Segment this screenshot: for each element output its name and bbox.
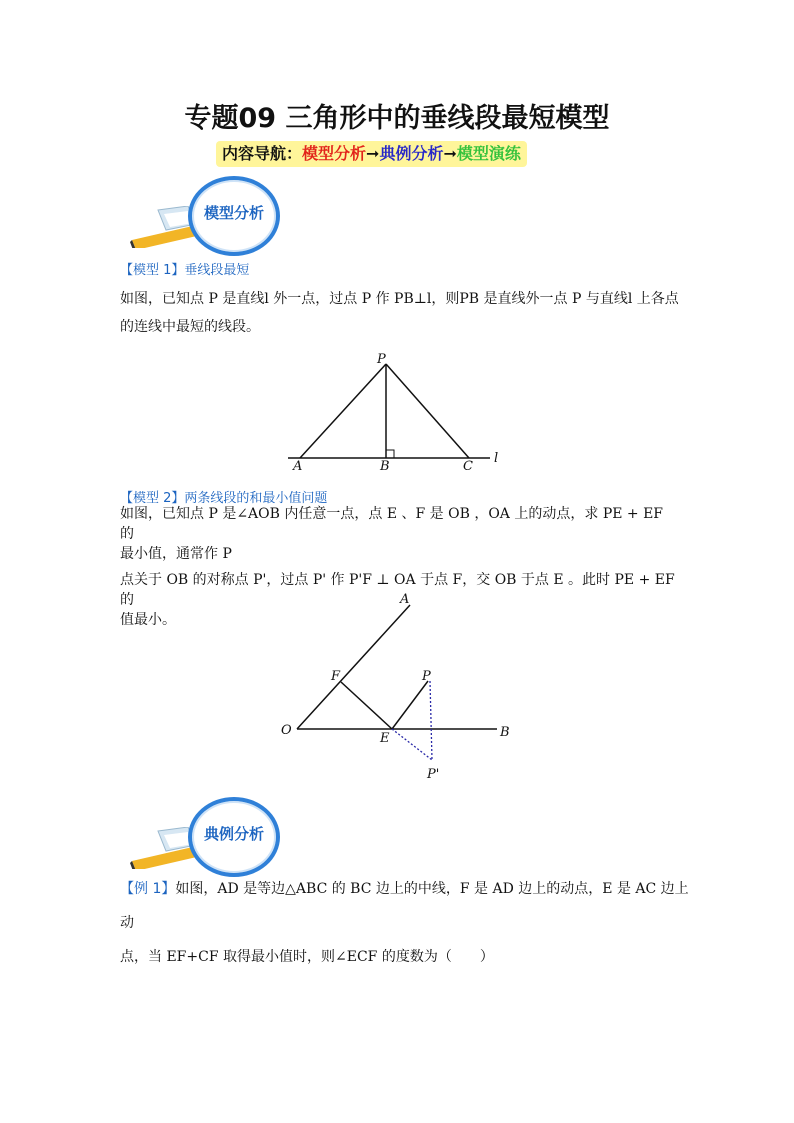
model1-text	[120, 285, 680, 341]
dotted-EP-prime	[392, 729, 432, 760]
segment-PA	[300, 364, 386, 458]
model1-text-line2: 的连线中最短的线段。	[120, 319, 260, 335]
label-P: P	[377, 352, 386, 367]
label-B: B	[500, 725, 510, 740]
arrow-icon: ➞	[443, 144, 457, 163]
right-angle-mark	[386, 450, 394, 458]
section-badge-example-analysis	[130, 797, 300, 877]
label-C: C	[463, 459, 473, 474]
example1-text-line2: 点，当 EF+CF 取得最小值时，则∠ECF 的度数为（ ）	[120, 949, 494, 965]
figure-perpendicular-segment	[280, 350, 510, 475]
segment-EP	[392, 681, 428, 729]
example1-heading: 【例 1】	[120, 881, 176, 897]
nav-step-model-practice: 模型演练	[456, 144, 521, 163]
example1-text-line1	[120, 872, 690, 940]
label-A: A	[400, 592, 410, 607]
content-navigation	[216, 141, 527, 167]
label-P: P	[422, 669, 431, 684]
model1-text-line1: 如图，已知点 P 是直线l 外一点，过点 P 作 PB⊥l，则PB 是直线外一点 P 与直线l 上各点	[120, 291, 679, 307]
label-B: B	[380, 459, 390, 474]
model2-text-line4: 值最小。	[120, 612, 176, 628]
model2-text-line3: 点关于 OB 的对称点 P'，过点 P' 作 P'F ⊥ OA 于点 F，交 OB 于点 E 。此时 PE + EF 的	[120, 572, 675, 608]
example1-text	[120, 872, 690, 974]
example1-line1-body: 如图，AD 是等边△ABC 的 BC 边上的中线，F 是 AD 边上的动点，E 是 AC 边上动	[120, 881, 689, 931]
model2-heading: 【模型 2】两条线段的和最小值问题	[120, 491, 328, 506]
nav-step-model-analysis: 模型分析	[302, 144, 367, 163]
nav-label: 内容导航：	[222, 144, 303, 163]
model1-heading: 【模型 1】垂线段最短	[120, 263, 250, 278]
model2-text-line2: 最小值，通常作 P	[120, 546, 232, 562]
label-P-prime: P'	[427, 767, 440, 782]
arrow-icon: ➞	[366, 144, 380, 163]
page-title: 专题09 三角形中的垂线段最短模型	[184, 103, 610, 134]
ray-OA	[297, 605, 410, 729]
badge-label: 典例分析	[203, 825, 264, 843]
label-E: E	[380, 731, 390, 746]
figure-sum-minimum	[275, 588, 525, 788]
label-O: O	[281, 723, 292, 738]
nav-step-example-analysis: 典例分析	[379, 144, 444, 163]
segment-FE	[341, 682, 392, 729]
segment-PC	[386, 364, 469, 458]
section-badge-model-analysis	[130, 176, 300, 256]
label-F: F	[331, 669, 341, 684]
badge-label: 模型分析	[203, 204, 264, 222]
label-A: A	[293, 459, 303, 474]
dotted-P-P-prime	[430, 681, 432, 760]
model2-text-line1: 如图，已知点 P 是∠AOB 内任意一点，点 E 、F 是 OB ，OA 上的动点，求 PE + EF 的	[120, 506, 664, 542]
label-l: l	[494, 451, 499, 466]
